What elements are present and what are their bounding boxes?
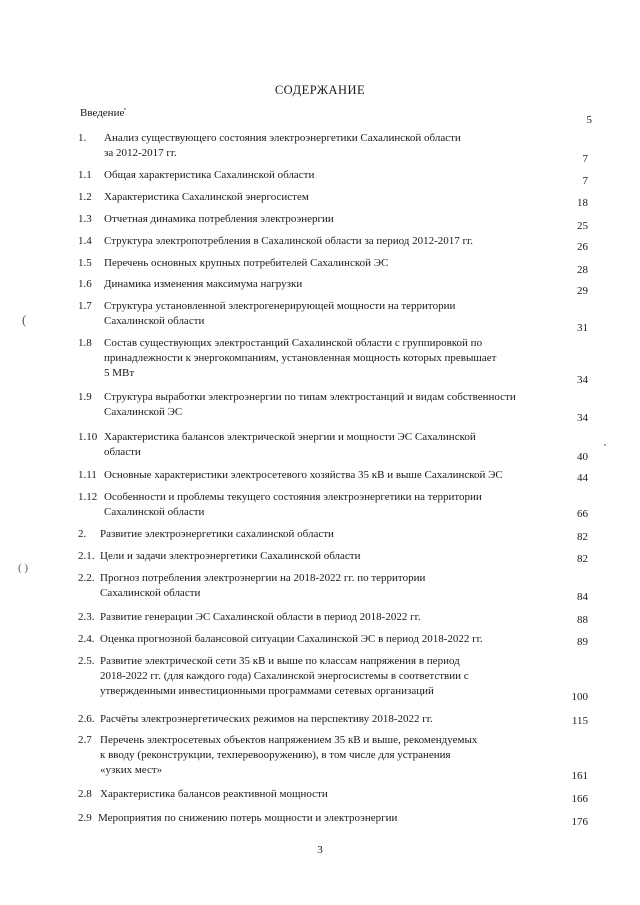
toc-entry-number: 1.10 xyxy=(78,431,98,443)
toc-entry-number: 1.7 xyxy=(78,300,92,312)
toc-entry-title: Оценка прогнозной балансовой ситуации Сахалинской ЭС в период 2018-2022 гг. xyxy=(100,633,483,645)
toc-entry-title: Характеристика Сахалинской энергосистем xyxy=(104,191,309,203)
toc-entry-title: Анализ существующего состояния электроэнергетики Сахалинской области xyxy=(104,132,461,144)
toc-entry-number: 2.8 xyxy=(78,788,92,800)
toc-entry-title: к вводу (реконструкции, техперевооружению), в том числе для устранения xyxy=(100,749,451,761)
toc-entry-title: утвержденными инвестиционными программами сетевых организаций xyxy=(100,685,434,697)
toc-entry-title: Развитие электроэнергетики сахалинской области xyxy=(100,528,334,540)
toc-entry-title: Структура выработки электроэнергии по типам электростанций и видам собственности xyxy=(104,391,516,403)
toc-entry-number: 2.2. xyxy=(78,572,95,584)
toc-entry-page: 115 xyxy=(571,715,588,727)
page-title: СОДЕРЖАНИЕ xyxy=(274,83,366,97)
toc-entry-number: 1. xyxy=(78,132,87,144)
toc-entry-number: 1.4 xyxy=(78,235,92,247)
toc-entry-title: 2018-2022 гг. (для каждого года) Сахалинской энергосистемы в соответствии с xyxy=(100,670,469,682)
toc-entry-title: Развитие электрической сети 35 кВ и выше по классам напряжения в период xyxy=(100,655,460,667)
toc-entry-title: «узких мест» xyxy=(100,764,163,776)
scan-dot xyxy=(124,108,126,110)
toc-entry-title: Сахалинской ЭС xyxy=(104,406,183,418)
toc-entry-title: Перечень основных крупных потребителей Сахалинской ЭС xyxy=(104,257,389,269)
toc-entry-number: 1.2 xyxy=(78,191,92,203)
toc-entry-title: 5 МВт xyxy=(104,367,135,379)
toc-entry-title: Перечень электросетевых объектов напряжением 35 кВ и выше, рекомендуемых xyxy=(100,734,478,746)
toc-entry-page: 82 xyxy=(577,553,588,565)
toc-entry-title: Состав существующих электростанций Сахалинской области с группировкой по xyxy=(104,337,483,349)
toc-entry-page: 40 xyxy=(577,451,588,463)
toc-entry-title: Сахалинской области xyxy=(104,506,205,518)
toc-entry-page: 34 xyxy=(577,412,588,424)
toc-entry-number: 2.9 xyxy=(78,812,92,824)
toc-entry-number: 2.4. xyxy=(78,633,95,645)
toc-entry-title: Мероприятия по снижению потерь мощности и электроэнергии xyxy=(98,812,398,824)
toc-entry-title: Отчетная динамика потребления электроэнергии xyxy=(104,213,334,225)
toc-entry-page: 88 xyxy=(577,614,588,626)
toc-entry-title: Прогноз потребления электроэнергии на 2018-2022 гг. по территории xyxy=(100,572,426,584)
toc-entry-title: Динамика изменения максимума нагрузки xyxy=(104,278,303,290)
toc-entry-number: 1.1 xyxy=(78,169,92,181)
toc-entry-title: Введение xyxy=(80,107,125,119)
toc-entry-title: Сахалинской области xyxy=(104,315,205,327)
toc-entry-number: 2.3. xyxy=(78,611,95,623)
toc-entry-title: Цели и задачи электроэнергетики Сахалинской области xyxy=(100,550,361,562)
toc-entry-title: Общая характеристика Сахалинской области xyxy=(104,169,315,181)
toc-entry-title: Характеристика балансов электрической энергии и мощности ЭС Сахалинской xyxy=(104,431,476,443)
toc-entry-page: 25 xyxy=(577,220,588,232)
toc-entry-page: 28 xyxy=(577,264,588,276)
toc-entry-number: 2.7 xyxy=(78,734,92,746)
toc-entry-page: 7 xyxy=(582,153,588,165)
toc-entry-title: Расчёты электроэнергетических режимов на перспективу 2018-2022 гг. xyxy=(100,713,433,725)
toc-entry-page: 89 xyxy=(577,636,588,648)
toc-entry-title: области xyxy=(104,446,141,458)
toc-entry-page: 18 xyxy=(577,197,588,209)
toc-entry-page: 34 xyxy=(577,374,588,386)
toc-entry-title: за 2012-2017 гг. xyxy=(104,147,177,159)
toc-entry-number: 2. xyxy=(78,528,87,540)
toc-entry-number: 1.3 xyxy=(78,213,92,225)
toc-entry-title: Характеристика балансов реактивной мощности xyxy=(100,788,328,800)
toc-entry-page: 82 xyxy=(577,531,588,543)
toc-entry-page: 166 xyxy=(571,793,588,805)
toc-entry-title: Структура установленной электрогенерирующей мощности на территории xyxy=(104,300,456,312)
toc-entry-number: 1.9 xyxy=(78,391,92,403)
toc-entry-number: 2.5. xyxy=(78,655,95,667)
toc-entry-number: 1.5 xyxy=(78,257,92,269)
toc-entry-page: 84 xyxy=(577,591,588,603)
toc-entry-title: принадлежности к энергокомпаниям, установленная мощность которых превышает xyxy=(104,352,497,364)
scan-mark: ( xyxy=(22,312,27,327)
toc-entry-title: Структура электропотребления в Сахалинской области за период 2012-2017 гг. xyxy=(104,235,474,247)
toc-entry-number: 1.11 xyxy=(78,469,97,481)
toc-entry-page: 161 xyxy=(571,770,588,782)
scan-mark: ( ) xyxy=(18,562,29,574)
toc-entry-page: 66 xyxy=(577,508,588,520)
toc-entry-title: Особенности и проблемы текущего состояния электроэнергетики на территории xyxy=(104,491,482,503)
toc-entry-title: Сахалинской области xyxy=(100,587,201,599)
toc-entry-title: Основные характеристики электросетевого хозяйства 35 кВ и выше Сахалинской ЭС xyxy=(104,469,503,481)
toc-entry-number: 2.1. xyxy=(78,550,95,562)
toc-entry-page: 176 xyxy=(571,816,588,828)
toc-entry-title: Развитие генерации ЭС Сахалинской области в период 2018-2022 гг. xyxy=(100,611,421,623)
toc-entry-page: 100 xyxy=(571,691,588,703)
page-number: 3 xyxy=(317,844,323,856)
toc-entry-number: 1.6 xyxy=(78,278,92,290)
toc-entry-page: 29 xyxy=(577,285,588,297)
toc-entry-page: 44 xyxy=(577,472,588,484)
toc-entry-number: 1.8 xyxy=(78,337,92,349)
toc-entry-number: 1.12 xyxy=(78,491,98,503)
toc-entry-number: 2.6. xyxy=(78,713,95,725)
toc-entry-page: 26 xyxy=(577,241,588,253)
toc-entry-page: 5 xyxy=(586,114,592,126)
toc-entry-page: 31 xyxy=(577,322,588,334)
toc-entry-page: 7 xyxy=(582,175,588,187)
scan-dot xyxy=(604,444,606,446)
